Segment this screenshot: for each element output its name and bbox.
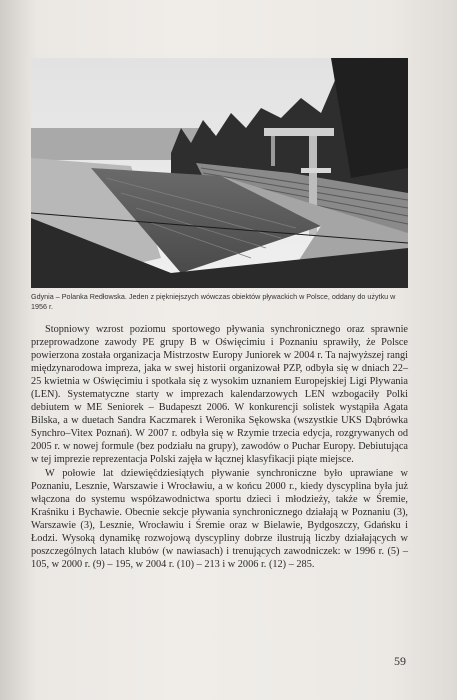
page-number: 59 bbox=[394, 654, 406, 668]
pool-photograph bbox=[31, 58, 408, 288]
main-text bbox=[31, 323, 408, 571]
paragraph-1: Stopniowy wzrost poziomu sportowego pływania synchronicznego oraz sprawnie przeprowadzone zawody PE grupy B w Oświęcimiu i Poznaniu sprawiły, że Polsce powierzona została organizacja Mistrzostw Europy Juniorek w 2004 r. Ta najwyższej rangi międzynarodowa impreza, jaka w swej historii organizował PZP, odbyła się w dniach 22–25 kwietnia w Oświęcimiu i spotkała się z wysokim uznaniem Europejskiej Ligi Pływania (LEN). Systematyczne starty w imprezach kalendarzowych LEN wzbogaciły Polki debiutem w ME Seniorek – Budapeszt 2006. W konkurencji solistek wystąpiła Agata Bilska, a w duetach Sandra Kaczmarek i Weronika Sękowska (wszystkie UKS Dąbrówka Synchro–Vitex Poznań). W 2007 r. odbyła się w Rzymie trzecia edycja, rozgrywanych od 2005 r. w nowej formule (bez podziału na grupy), zawodów o Puchar Europy. Debiutująca w tej imprezie reprezentacja Polski zajęła w łącznej klasyfikacji piąte miejsce. bbox=[31, 324, 408, 466]
figure-caption: Gdynia – Polanka Redłowska. Jeden z piękniejszych wówczas obiektów pływackich w Polsce, oddany do użytku w 1956 r. bbox=[31, 292, 396, 311]
pool-photograph-image bbox=[31, 58, 408, 288]
paragraph-2: W połowie lat dziewięćdziesiątych pływanie synchroniczne było uprawiane w Poznaniu, Lesznie, Warszawie i Wrocławiu, a w końcu 2000 r., kiedy dyscyplina była już włączona do systemu współzawodnictwa sportu dzieci i młodzieży, także w Śremie, Kraśniku i Bychawie. Obecnie sekcje pływania synchronicznego działają w Poznaniu (3), Warszawie (3), Lesznie, Wrocławiu i Śremie oraz w Bielawie, Bydgoszczy, Gdańsku i Łodzi. Wysoką dynamikę rozwojową dyscypliny dobrze ilustrują liczby działających w poszczególnych latach klubów (w nawiasach) i trenujących zawodniczek: w 1996 r. (5) – 105, w 2000 r. (9) – 195, w 2004 r. (10) – 213 i w 2006 r. (12) – 285. bbox=[31, 467, 408, 570]
